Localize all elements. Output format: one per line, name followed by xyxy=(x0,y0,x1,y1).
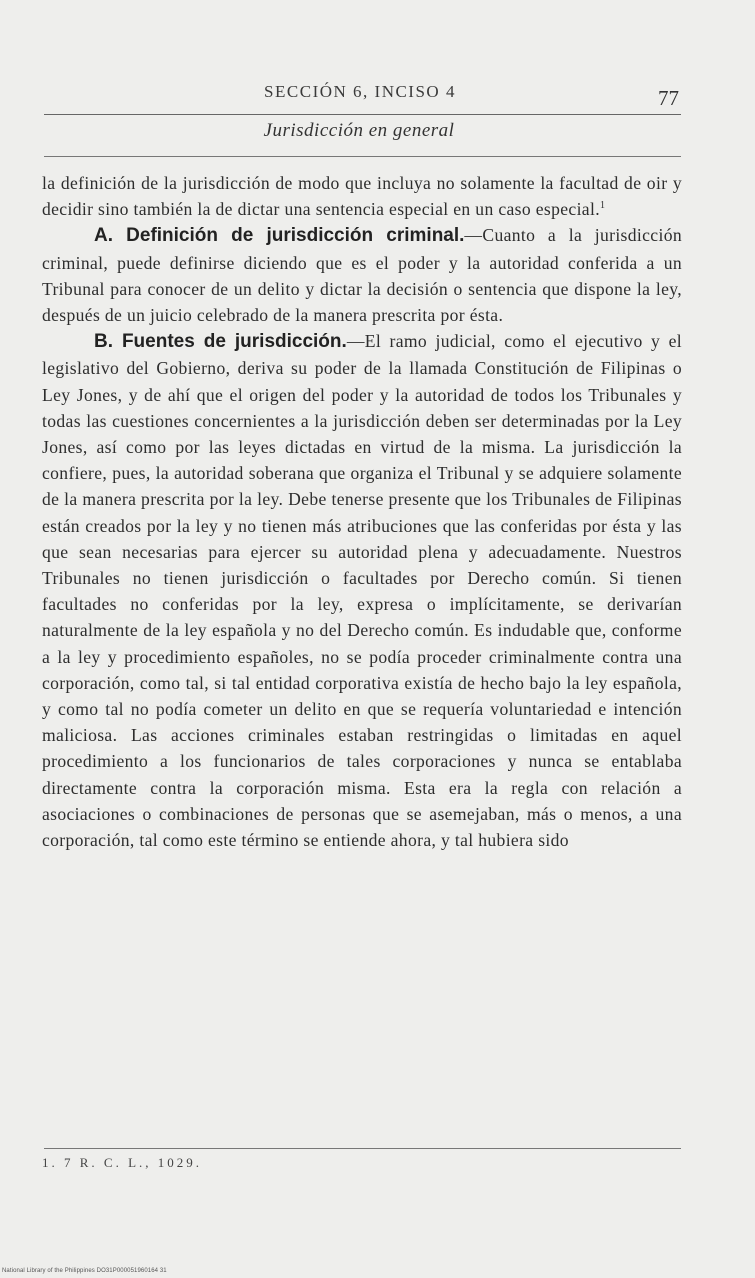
running-head xyxy=(0,82,755,108)
section-a-text: —Cuanto a la jurisdicción criminal, puede definirse diciendo que es el poder y la autoridad conferida a un Tribunal para conocer de un delito y dictar la decisión o sentencia que dispone la ley, después de un juicio celebrado de la manera prescrita por ésta. xyxy=(42,225,682,326)
scan-colophon: National Library of the Philippines DO31P000051960164 31 xyxy=(2,1268,167,1274)
footnote: 1. 7 R. C. L., 1029. xyxy=(42,1155,203,1170)
section-b-heading: B. Fuentes de jurisdicción. xyxy=(94,331,347,353)
page-number: 77 xyxy=(658,86,679,110)
footnote-ref: 1 xyxy=(599,200,606,212)
paragraph-continued xyxy=(42,170,682,222)
section-b-paragraph xyxy=(42,328,682,853)
body-text xyxy=(42,170,682,853)
footnote-rule xyxy=(44,1148,681,1149)
subtitle-rule xyxy=(44,156,681,157)
paragraph-text: la definición de la jurisdicción de modo que incluya no solamente la facultad de oir y decidir sino también la de dictar una sentencia especial en un caso especial. xyxy=(42,173,682,220)
section-a-paragraph xyxy=(42,222,682,328)
section-heading: SECCIÓN 6, INCISO 4 xyxy=(264,82,456,101)
section-a-heading: A. Definición de jurisdicción criminal. xyxy=(94,225,465,247)
header-rule xyxy=(44,114,681,115)
section-b-text: —El ramo judicial, como el ejecutivo y el legislativo del Gobierno, deriva su poder de la llamada Constitución de Filipinas o Ley Jones, y de ahí que el origen del poder y la autoridad de todos los Tribunales y todas las cuestiones concernientes a la jurisdicción deben ser determinadas por la Ley Jones, así como por las leyes dictadas en virtud de la misma. La jurisdicción la confiere, pues, la autoridad soberana que organiza el Tribunal y se adquiere solamente de la manera prescrita por la ley. Debe tenerse presente que los Tribunales de Filipinas están creados por la ley y no tienen más atribuciones que las conferidas por ésta y las que sean necesarias para ejercer su autoridad plena y adecuadamente. Nuestros Tribunales no tienen jurisdicción o facultades por Derecho común. Si tienen facultades no conferidas por la ley, expresa o implícitamente, se derivarían naturalmente de la ley española y no del Derecho común. Es indudable que, conforme a la ley y procedimiento españoles, no se podía proceder criminalmente contra una corporación, como tal, si tal entidad corporativa existía de hecho bajo la ley española, y como tal no podía cometer un delito en que se requería voluntariedad e intención maliciosa. Las acciones criminales estaban restringidas o limitadas en aquel procedimiento a los funcionarios de tales corporaciones y nunca se entablaba directamente contra la corporación misma. Esta era la regla con relación a asociaciones o combinaciones de personas que se asemejaban, más o menos, a una corporación, tal como este término se entiende ahora, y tal hubiera sido xyxy=(42,331,682,851)
page-subtitle: Jurisdicción en general xyxy=(263,120,455,141)
